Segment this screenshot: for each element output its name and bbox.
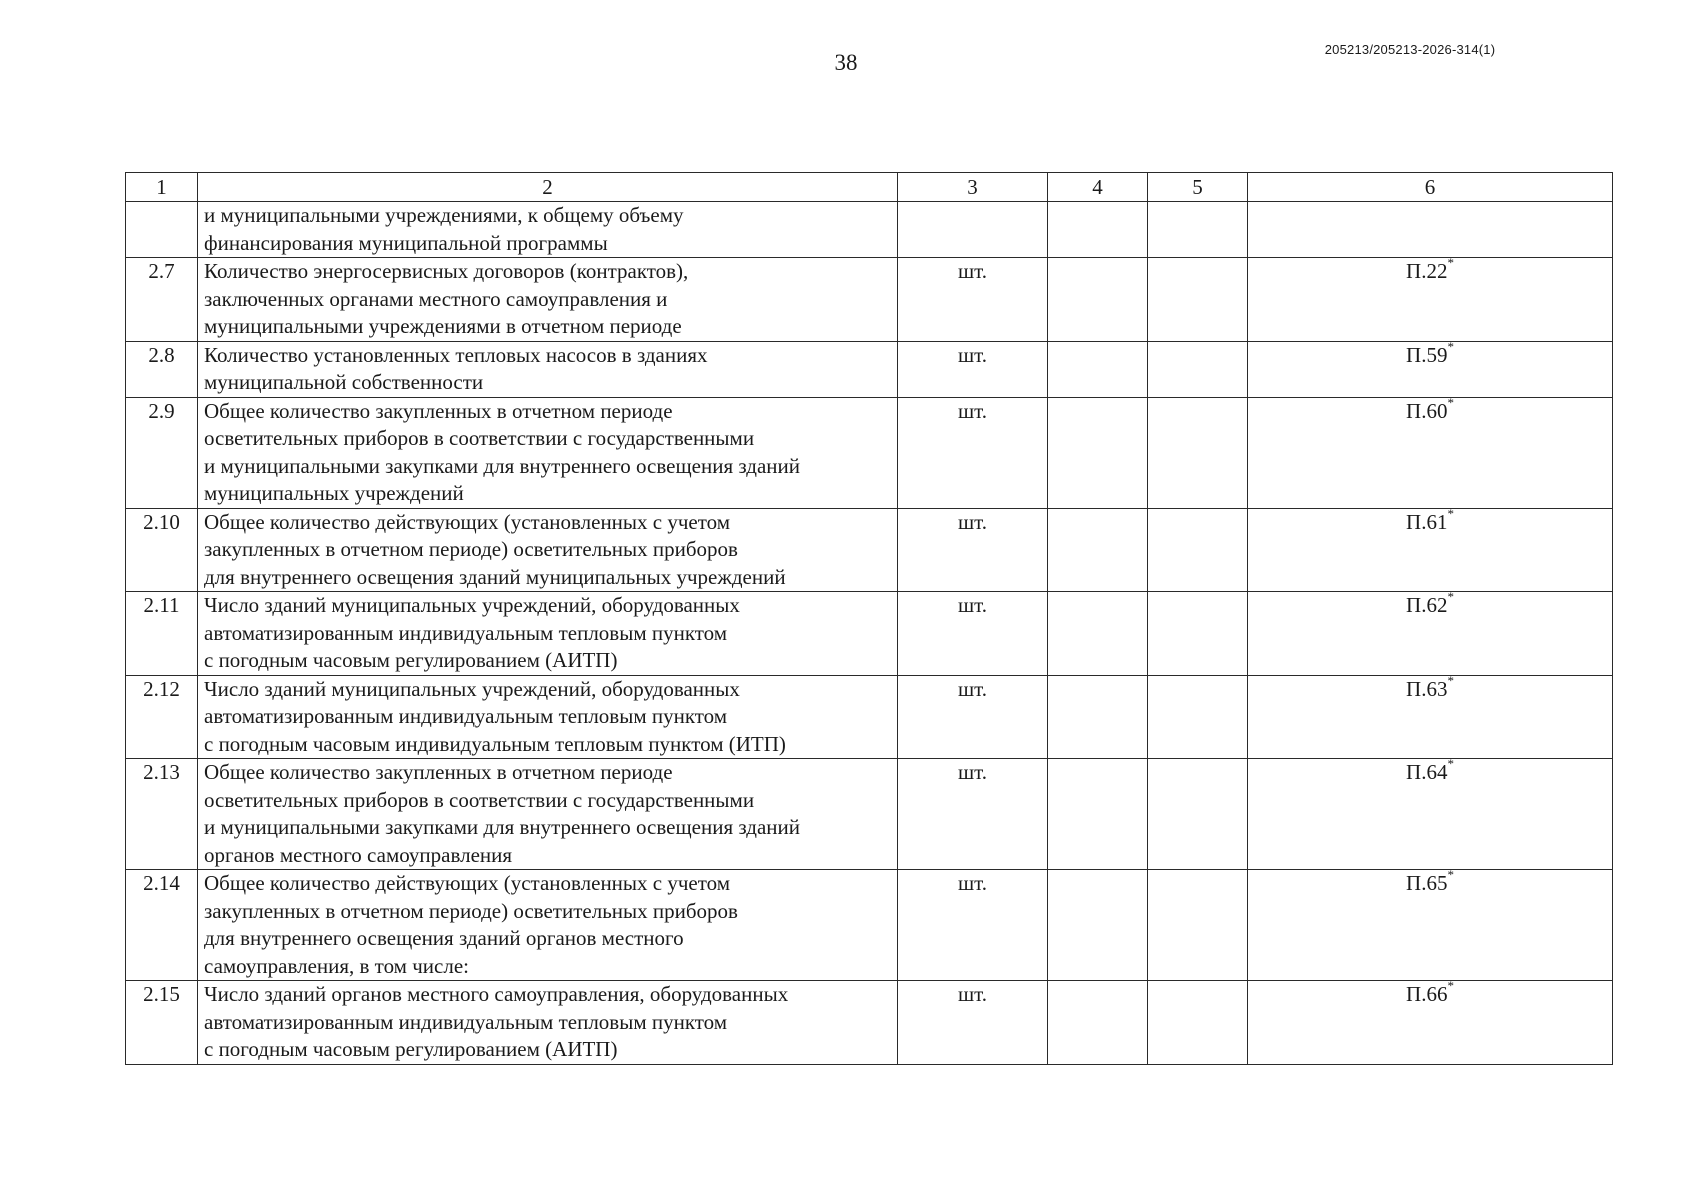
table-row <box>126 202 1613 258</box>
indicator-description <box>198 675 898 759</box>
reference-cell <box>1248 867 1613 981</box>
document-code: 205213/205213-2026-314(1) <box>1324 42 1496 57</box>
unit-cell: шт. <box>898 675 1048 759</box>
reference-cell <box>1248 338 1613 397</box>
row-number: 2.15 <box>126 981 198 1065</box>
description-line: заключенных органами местного самоуправления и <box>204 286 668 311</box>
column-header-3: 3 <box>898 173 1048 202</box>
reference-code: П.59 <box>1406 342 1448 367</box>
description-line: Общее количество действующих (установленных с учетом <box>204 871 731 895</box>
unit-cell: шт. <box>898 258 1048 342</box>
footnote-mark: * <box>1447 978 1454 993</box>
table-row <box>126 258 1613 342</box>
unit-cell: шт. <box>898 508 1048 592</box>
reference-cell <box>1248 255 1613 342</box>
indicator-description <box>198 508 898 592</box>
value-cell-col4 <box>1048 258 1148 342</box>
description-line: Количество установленных тепловых насосов в зданиях <box>204 342 708 367</box>
table-row <box>126 397 1613 508</box>
column-header-1: 1 <box>126 173 198 202</box>
indicator-description <box>198 202 898 258</box>
table-row <box>126 592 1613 676</box>
row-number: 2.9 <box>126 397 198 508</box>
unit-cell: шт. <box>898 981 1048 1065</box>
description-line: муниципальных учреждений <box>204 481 464 505</box>
description-line: финансирования муниципальной программы <box>204 230 608 255</box>
value-cell-col4 <box>1048 592 1148 676</box>
reference-code: П.62 <box>1406 593 1448 617</box>
value-cell-col5 <box>1148 675 1248 759</box>
description-line: Количество энергосервисных договоров (контрактов), <box>204 259 689 283</box>
value-cell-col5 <box>1148 202 1248 258</box>
table-row <box>126 675 1613 759</box>
description-line: муниципальной собственности <box>204 370 484 394</box>
description-line: самоуправления, в том числе: <box>204 953 469 978</box>
reference-code: П.65 <box>1406 871 1448 895</box>
row-number: 2.11 <box>126 592 198 676</box>
row-number: 2.14 <box>126 870 198 981</box>
description-line: автоматизированным индивидуальным тепловым пунктом <box>204 620 728 645</box>
row-number: 2.12 <box>126 675 198 759</box>
description-line: Общее количество закупленных в отчетном периоде <box>204 398 673 423</box>
row-number: 2.8 <box>126 341 198 397</box>
column-header-2: 2 <box>198 173 898 202</box>
description-line: Число зданий муниципальных учреждений, оборудованных <box>204 593 740 617</box>
indicator-description <box>198 397 898 508</box>
reference-code: П.22 <box>1406 259 1448 283</box>
description-line: и муниципальными закупками для внутреннего освещения зданий <box>204 815 800 839</box>
reference-cell <box>1248 505 1613 592</box>
footnote-mark: * <box>1447 338 1454 354</box>
footnote-mark: * <box>1447 867 1454 882</box>
row-number <box>126 202 198 258</box>
description-line: Число зданий органов местного самоуправления, оборудованных <box>204 982 789 1006</box>
indicator-description <box>198 258 898 342</box>
row-number: 2.7 <box>126 258 198 342</box>
description-line: для внутреннего освещения зданий муниципальных учреждений <box>204 564 786 589</box>
value-cell-col5 <box>1148 592 1248 676</box>
footnote-mark: * <box>1447 756 1454 771</box>
reference-cell <box>1248 394 1613 508</box>
column-header-5: 5 <box>1148 173 1248 202</box>
column-header-4: 4 <box>1048 173 1148 202</box>
value-cell-col5 <box>1148 981 1248 1065</box>
indicator-description <box>198 592 898 676</box>
reference-code: П.66 <box>1406 982 1448 1006</box>
value-cell-col5 <box>1148 397 1248 508</box>
value-cell-col4 <box>1048 759 1148 870</box>
reference-cell <box>1248 672 1613 759</box>
description-line: осветительных приборов в соответствии с государственными <box>204 787 755 812</box>
description-line: автоматизированным индивидуальным тепловым пунктом <box>204 1009 728 1034</box>
value-cell-col4 <box>1048 202 1148 258</box>
description-line: закупленных в отчетном периоде) осветительных приборов <box>204 537 738 561</box>
description-line: автоматизированным индивидуальным тепловым пунктом <box>204 704 728 728</box>
reference-code: П.63 <box>1406 676 1448 701</box>
value-cell-col5 <box>1148 508 1248 592</box>
unit-cell: шт. <box>898 870 1048 981</box>
value-cell-col4 <box>1048 508 1148 592</box>
indicator-description <box>198 341 898 397</box>
footnote-mark: * <box>1447 255 1454 270</box>
footnote-mark: * <box>1447 394 1454 410</box>
description-line: Число зданий муниципальных учреждений, оборудованных <box>204 676 740 701</box>
description-line: и муниципальными учреждениями, к общему объему <box>204 203 684 227</box>
reference-code: П.61 <box>1406 509 1448 534</box>
footnote-mark: * <box>1447 505 1454 521</box>
unit-cell: шт. <box>898 341 1048 397</box>
reference-cell <box>1248 589 1613 676</box>
indicators-table <box>125 172 1613 1065</box>
description-line: для внутреннего освещения зданий органов местного <box>204 926 684 950</box>
reference-code: П.60 <box>1406 398 1448 423</box>
footnote-mark: * <box>1447 589 1454 604</box>
value-cell-col5 <box>1148 258 1248 342</box>
reference-code: П.64 <box>1406 760 1448 784</box>
table-row <box>126 759 1613 870</box>
value-cell-col5 <box>1148 341 1248 397</box>
value-cell-col5 <box>1148 759 1248 870</box>
value-cell-col4 <box>1048 397 1148 508</box>
value-cell-col4 <box>1048 675 1148 759</box>
description-line: с погодным часовым регулированием (АИТП) <box>204 1037 618 1061</box>
description-line: и муниципальными закупками для внутреннего освещения зданий <box>204 453 800 478</box>
row-number: 2.10 <box>126 508 198 592</box>
page-number: 38 <box>834 50 858 75</box>
column-header-6: 6 <box>1248 173 1613 202</box>
value-cell-col4 <box>1048 870 1148 981</box>
description-line: Общее количество действующих (установленных с учетом <box>204 509 731 534</box>
value-cell-col4 <box>1048 341 1148 397</box>
reference-cell <box>1248 978 1613 1065</box>
table-header-row <box>126 173 1613 202</box>
indicator-description <box>198 981 898 1065</box>
table-row <box>126 870 1613 981</box>
description-line: закупленных в отчетном периоде) осветительных приборов <box>204 898 738 923</box>
description-line: Общее количество закупленных в отчетном периоде <box>204 760 673 784</box>
reference-cell <box>1248 202 1613 258</box>
table-row <box>126 981 1613 1065</box>
row-number: 2.13 <box>126 759 198 870</box>
indicator-description <box>198 759 898 870</box>
description-line: муниципальными учреждениями в отчетном периоде <box>204 314 682 338</box>
footnote-mark: * <box>1447 672 1454 688</box>
description-line: с погодным часовым регулированием (АИТП) <box>204 648 618 672</box>
description-line: с погодным часовым индивидуальным тепловым пунктом (ИТП) <box>204 731 786 756</box>
unit-cell <box>898 202 1048 258</box>
reference-cell <box>1248 756 1613 870</box>
table-row <box>126 341 1613 397</box>
unit-cell: шт. <box>898 397 1048 508</box>
unit-cell: шт. <box>898 759 1048 870</box>
indicator-description <box>198 870 898 981</box>
table-row <box>126 508 1613 592</box>
value-cell-col4 <box>1048 981 1148 1065</box>
value-cell-col5 <box>1148 870 1248 981</box>
description-line: осветительных приборов в соответствии с государственными <box>204 426 755 450</box>
description-line: органов местного самоуправления <box>204 842 513 867</box>
unit-cell: шт. <box>898 592 1048 676</box>
